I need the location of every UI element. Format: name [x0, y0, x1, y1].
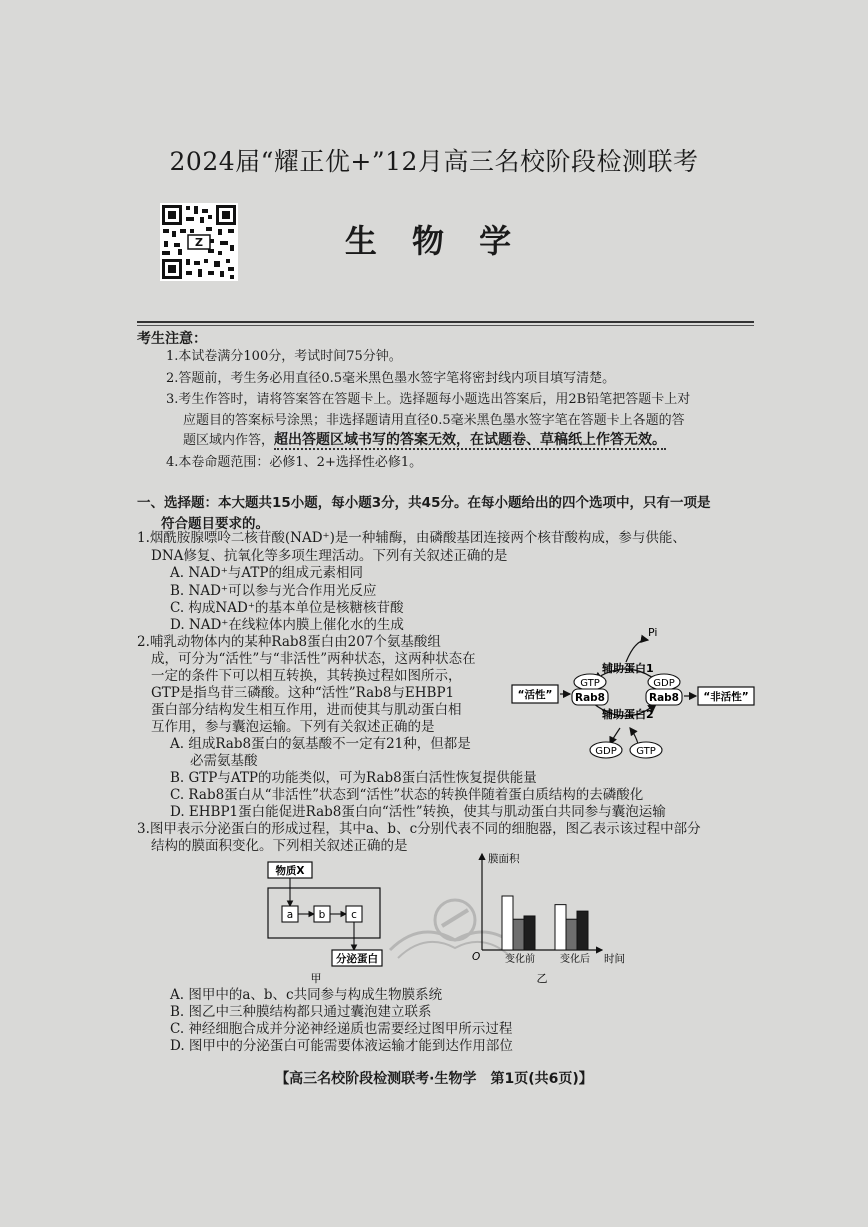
organelle-c-label: c	[351, 909, 357, 921]
page-footer: 【高三名校阶段检测联考·生物学 第1页(共6页)】	[275, 1071, 593, 1087]
subject-title: 生 物 学	[344, 222, 524, 260]
divider-line	[137, 321, 754, 323]
bar-group	[502, 896, 588, 950]
note-item: 应题目的答案标号涂黑；非选择题请用直径0.5毫米黑色墨水签字笔在答题卡上各题的答	[183, 413, 685, 428]
q2-stem-line: 成，可分为“活性”与“非活性”两种状态，这两种状态在	[151, 651, 476, 667]
note-item-row	[183, 431, 666, 450]
note-item: 3.考生作答时，请将答案答在答题卡上。选择题每小题选出答案后，用2B铅笔把答题卡上对	[166, 392, 691, 407]
chart-bar	[524, 916, 535, 950]
figure-yi-caption: 乙	[536, 972, 548, 985]
q3-option-d: D. 图甲中的分泌蛋白可能需要体液运输才能到达作用部位	[170, 1038, 513, 1054]
rab8-left-label: Rab8	[575, 692, 605, 704]
q1-option-c: C. 构成NAD⁺的基本单位是核糖核苷酸	[170, 600, 404, 616]
gdp-bottom-label: GDP	[595, 746, 617, 757]
svg-text:Z: Z	[195, 236, 203, 249]
chart-bar	[555, 905, 566, 950]
substance-x-label: 物质X	[275, 865, 305, 877]
x-tick-label: 变化前	[505, 954, 535, 965]
rab8-right-label: Rab8	[649, 692, 679, 704]
q2-option-a-cont: 必需氨基酸	[190, 753, 258, 769]
x-tick-label: 变化后	[560, 954, 590, 965]
chart-bar	[513, 919, 524, 950]
gdp-release-arrow	[610, 728, 620, 744]
note-item: 题区域内作答，	[183, 433, 275, 448]
exam-title: 2024届“耀正优+”12月高三名校阶段检测联考	[169, 147, 699, 176]
q2-option-c: C. Rab8蛋白从“非活性”状态到“活性”状态的转换伴随着蛋白质结构的去磷酸化	[170, 787, 644, 803]
rab8-cycle-diagram	[508, 624, 758, 762]
note-item: 2.答题前，考生务必用直径0.5毫米黑色墨水签字笔将密封线内项目填写清楚。	[166, 371, 616, 386]
q3-option-c: C. 神经细胞合成并分泌神经递质也需要经过图甲所示过程	[170, 1021, 513, 1037]
gtp-left-label: GTP	[580, 678, 600, 689]
divider-line-thin	[137, 325, 754, 326]
note-emphasis: 超出答题区域书写的答案无效，在试题卷、草稿纸上作答无效。	[274, 432, 667, 448]
q2-option-d: D. EHBP1蛋白能促进Rab8蛋白向“活性”转换，使其与肌动蛋白共同参与囊泡运输	[170, 804, 666, 820]
q2-stem-line: 一定的条件下可以相互转换，其转换过程如图所示，	[151, 668, 462, 684]
q1-option-a: A. NAD⁺与ATP的组成元素相同	[170, 565, 363, 581]
helper2-label: 辅助蛋白2	[602, 708, 654, 721]
origin-label: O	[472, 951, 481, 963]
y-axis-label: 膜面积	[488, 853, 520, 865]
q3-stem-cont: 结构的膜面积变化。下列相关叙述正确的是	[151, 838, 408, 854]
figure-jia	[262, 856, 392, 986]
secreted-protein-label: 分泌蛋白	[336, 953, 378, 965]
q2-stem-line: GTP是指鸟苷三磷酸。这种“活性”Rab8与EHBP1	[151, 685, 455, 701]
notes-heading: 考生注意：	[137, 331, 207, 347]
section-heading: 一、选择题：本大题共15小题，每小题3分，共45分。在每小题给出的四个选项中，只有一项是	[137, 495, 711, 511]
pi-release-arrow	[626, 640, 648, 662]
chart-bar	[577, 911, 588, 950]
note-item: 4.本卷命题范围：必修1、2+选择性必修1。	[166, 455, 423, 470]
q1-stem-cont: DNA修复、抗氧化等多项生理活动。下列有关叙述正确的是	[151, 548, 508, 564]
figure-jia-caption: 甲	[310, 972, 322, 985]
section-heading-cont: 符合题目要求的。	[161, 516, 269, 532]
gtp-bottom-label: GTP	[636, 746, 656, 757]
q2-option-b: B. GTP与ATP的功能类似，可为Rab8蛋白活性恢复提供能量	[170, 770, 537, 786]
q3-option-a: A. 图甲中的a、b、c共同参与构成生物膜系统	[170, 987, 443, 1003]
organelle-a-label: a	[286, 909, 294, 921]
inactive-state-label: “非活性”	[703, 691, 749, 703]
active-state-label: “活性”	[517, 689, 553, 701]
x-axis-label: 时间	[604, 953, 625, 965]
gdp-right-label: GDP	[653, 678, 675, 689]
q3-stem: 3.图甲表示分泌蛋白的形成过程，其中a、b、c分别代表不同的细胞器，图乙表示该过程中部分	[137, 821, 701, 837]
q1-option-d: D. NAD⁺在线粒体内膜上催化水的生成	[170, 617, 404, 633]
q1-option-b: B. NAD⁺可以参与光合作用光反应	[170, 583, 377, 599]
q2-option-a: A. 组成Rab8蛋白的氨基酸不一定有21种，但都是	[170, 736, 471, 752]
note-item: 1.本试卷满分100分，考试时间75分钟。	[166, 349, 402, 364]
organelle-b-label: b	[318, 909, 326, 921]
gtp-uptake-arrow	[630, 728, 638, 744]
chart-bar	[502, 896, 513, 950]
pi-label: Pi	[648, 626, 658, 639]
q2-stem-line: 蛋白部分结构发生相互作用，进而使其与肌动蛋白相	[151, 702, 462, 718]
figure-yi-chart	[462, 848, 642, 988]
q2-stem-line: 互作用，参与囊泡运输。下列有关叙述正确的是	[151, 719, 435, 735]
q1-stem: 1.烟酰胺腺嘌呤二核苷酸(NAD⁺)是一种辅酶，由磷酸基团连接两个核苷酸构成，参与供能、	[137, 530, 686, 546]
q2-stem-line: 2.哺乳动物体内的某种Rab8蛋白由207个氨基酸组	[137, 634, 441, 650]
helper1-label: 辅助蛋白1	[602, 662, 654, 675]
chart-bar	[566, 919, 577, 950]
q3-option-b: B. 图乙中三种膜结构都只通过囊泡建立联系	[170, 1004, 432, 1020]
